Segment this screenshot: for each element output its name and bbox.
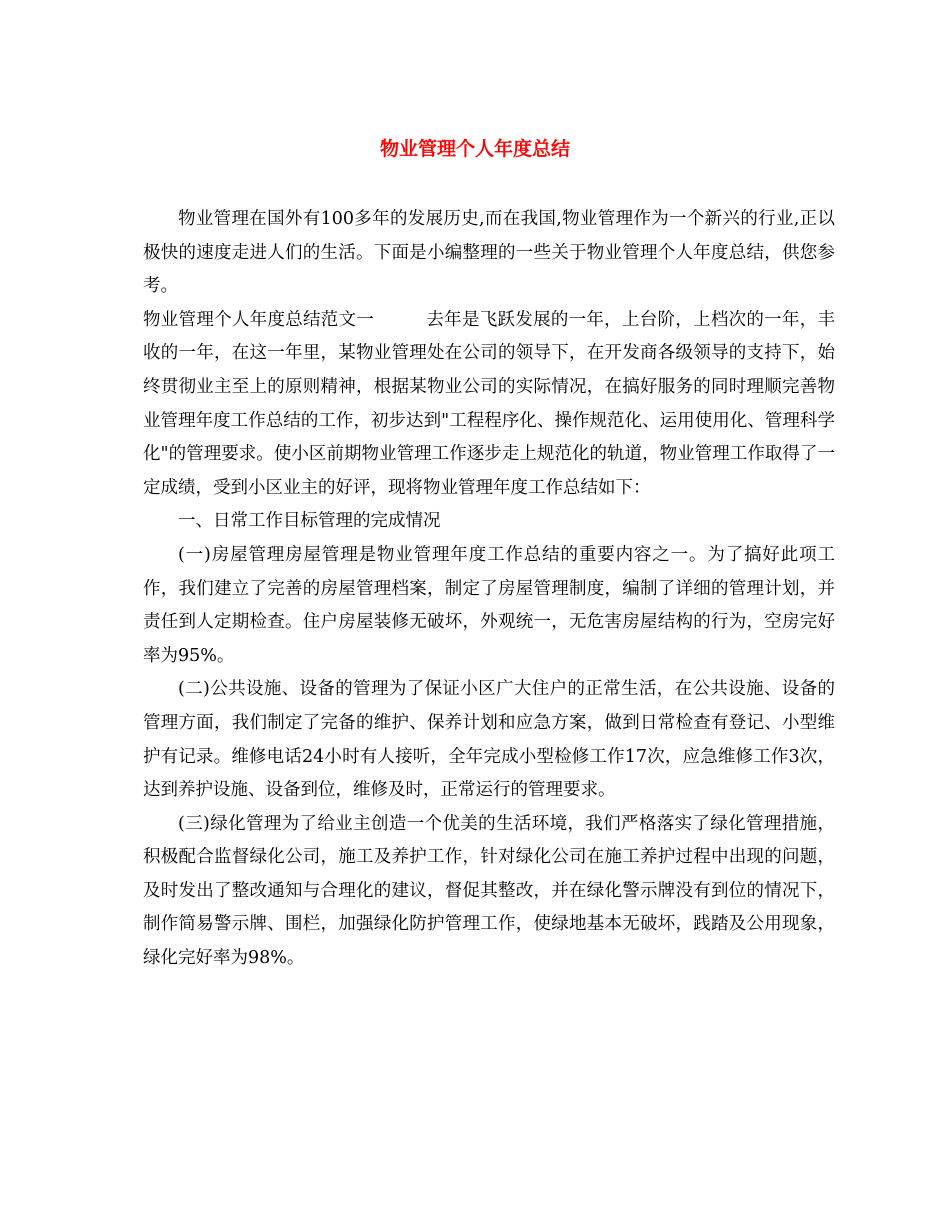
document-body — [143, 203, 835, 976]
house-management-paragraph: (一)房屋管理房屋管理是物业管理年度工作总结的重要内容之一。为了搞好此项工作，我们建立了完善的房屋管理档案，制定了房屋管理制度，编制了详细的管理计划，并责任到人定期检查。住户房屋装修无破坏，外观统一，无危害房屋结构的行为，空房完好率为95%。 — [143, 544, 835, 666]
sample-label: 物业管理个人年度总结范文一 — [143, 309, 375, 330]
heading-daily-work: 一、日常工作目标管理的完成情况 — [178, 511, 441, 532]
facility-management-paragraph: (二)公共设施、设备的管理为了保证小区广大住户的正常生活，在公共设施、设备的管理方面，我们制定了完备的维护、保养计划和应急方案，做到日常检查有登记、小型维护有记录。维修电话24小时有人接听，全年完成小型检修工作17次，应急维修工作3次，达到养护设施、设备到位，维修及时，正常运行的管理要求。 — [143, 679, 835, 801]
sample-body: 去年是飞跃发展的一年，上台阶，上档次的一年，丰收的一年，在这一年里，某物业管理处在公司的领导下，在开发商各级领导的支持下，始终贯彻业主至上的原则精神，根据某物业公司的实际情况，在搞好服务的同时理顺完善物业管理年度工作总结的工作，初步达到"工程程序化、操作规范化、运用使用化、管理科学化"的管理要求。使小区前期物业管理工作逐步走上规范化的轨道，物业管理工作取得了一定成绩，受到小区业主的好评，现将物业管理年度工作总结如下： — [143, 309, 836, 498]
sample-paragraph — [143, 304, 835, 506]
document-title: 物业管理个人年度总结 — [379, 138, 570, 160]
greening-management-paragraph: (三)绿化管理为了给业主创造一个优美的生活环境，我们严格落实了绿化管理措施，积极配合监督绿化公司，施工及养护工作，针对绿化公司在施工养护过程中出现的问题，及时发出了整改通知与合理化的建议，督促其整改，并在绿化警示牌没有到位的情况下，制作简易警示牌、围栏，加强绿化防护管理工作，使绿地基本无破坏，践踏及公用现象，绿化完好率为98%。 — [143, 813, 835, 969]
intro-paragraph: 物业管理在国外有100多年的发展历史,而在我国,物业管理作为一个新兴的行业,正以极快的速度走进人们的生活。下面是小编整理的一些关于物业管理个人年度总结，供您参考。 — [143, 209, 835, 297]
